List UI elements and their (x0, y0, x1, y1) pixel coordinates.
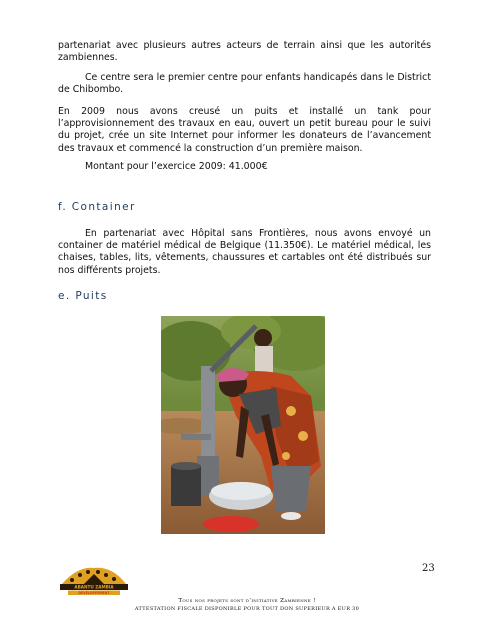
paragraph-partenariat: partenariat avec plusieurs autres acteurs de terrain ainsi que les autorités zambiennes. (58, 40, 431, 64)
well-photo (161, 316, 325, 534)
footer-line-2: ATTESTATION FISCALE DISPONIBLE POUR TOUT DON SUPERIEUR A EUR 30 (134, 606, 360, 612)
footer-line-1: Tous nos projets sont d’initiative Zambienne ! (178, 598, 316, 604)
paragraph-centre: Ce centre sera le premier centre pour enfants handicapés dans le District de Chibombo. (58, 72, 431, 96)
paragraph-2009: En 2009 nous avons creusé un puits et installé un tank pour l’approvisionnement des travaux en eau, ouvert un petit bureau pour le suivi du projet, crée un site Internet pour informer les donateurs de l’avancement des travaux et commencé la construction d’un première maison. (58, 106, 431, 154)
svg-text:ABANTU ZAMBIA: ABANTU ZAMBIA (74, 584, 114, 590)
page-footer (0, 597, 494, 613)
paragraph-container: En partenariat avec Hôpital sans Frontières, nous avons envoyé un container de matériel médical de Belgique (11.350€). Le matériel médical, les chaises, tables, lits, vêtements, chaussures et cartables ont été distribués sur nos différents projets. (58, 228, 431, 276)
page-number: 23 (422, 563, 435, 574)
abantu-logo (58, 564, 130, 597)
paragraph-montant: Montant pour l’exercice 2009: 41.000€ (85, 161, 268, 172)
heading-puits: e. Puits (58, 290, 108, 302)
heading-container: f. Container (58, 201, 136, 213)
svg-text:DEVELOPPEMENT: DEVELOPPEMENT (78, 591, 110, 595)
